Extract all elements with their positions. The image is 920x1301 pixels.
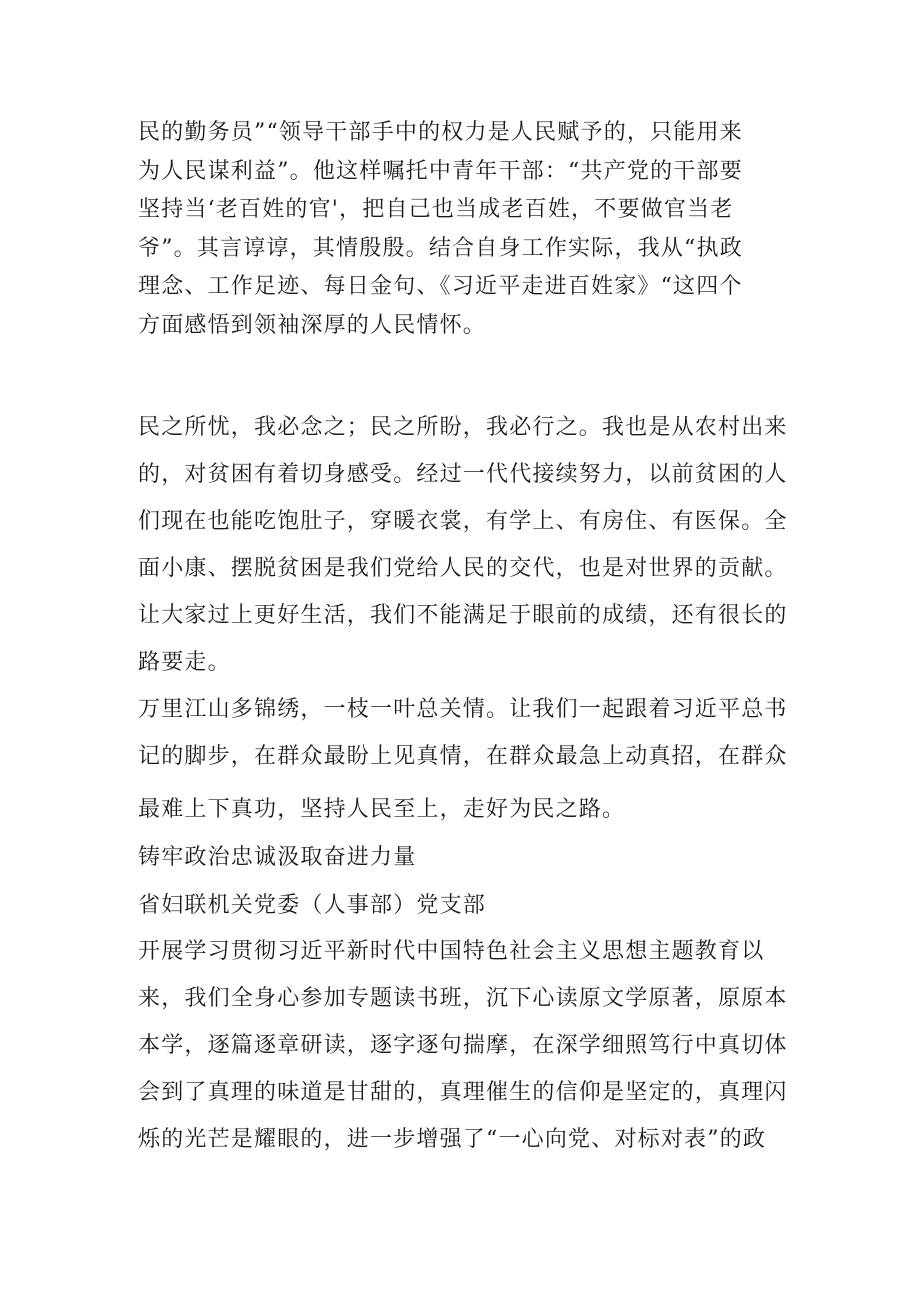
text-line: 记的脚步，在群众最盼上见真情，在群众最急上动真招，在群众 bbox=[138, 744, 788, 769]
text-line: 让大家过上更好生活，我们不能满足于眼前的成绩，还有很长的 bbox=[138, 603, 788, 628]
paragraph-study-theme bbox=[138, 928, 798, 1163]
text-line: 理念、工作足迹、每日金句、《习近平走进百姓家》“这四个 bbox=[138, 274, 743, 299]
text-line: 来，我们全身心参加专题读书班，沉下心读原文学原著，原原本 bbox=[138, 986, 788, 1011]
text-line: 会到了真理的味道是甘甜的，真理催生的信仰是坚定的，真理闪 bbox=[138, 1080, 788, 1105]
text-line: 们现在也能吃饱肚子，穿暖衣裳，有学上、有房住、有医保。全 bbox=[138, 509, 788, 534]
text-line: 爷”。其言谆谆，其情殷殷。结合自身工作实际，我从“执政 bbox=[138, 235, 743, 261]
paragraph-poverty-alleviation bbox=[138, 404, 798, 780]
heading-title: 铸牢政治忠诚汲取奋进力量 bbox=[138, 845, 417, 870]
section-heading-author bbox=[138, 882, 798, 929]
text-line: 路要走。 bbox=[138, 650, 231, 675]
text-line: 为人民谋利益”。他这样嘱托中青年干部：“共产党的干部要 bbox=[138, 158, 743, 184]
text-line: 本学，逐篇逐章研读，逐字逐句揣摩，在深学细照笃行中真切体 bbox=[138, 1033, 788, 1058]
text-line: 民的勤务员”“领导干部手中的权力是人民赋予的，只能用来 bbox=[138, 120, 743, 145]
text-line: 万里江山多锦绣，一枝一叶总关情。让我们一起跟着习近平总书 bbox=[138, 697, 788, 722]
section-heading-title bbox=[138, 834, 798, 881]
text-line: 坚持当‘老百姓的官'，把自己也当成老百姓，不要做官当老 bbox=[138, 197, 734, 222]
text-line: 最难上下真功，坚持人民至上，走好为民之路。 bbox=[138, 797, 626, 822]
text-line: 民之所忧，我必念之；民之所盼，我必行之。我也是从农村出来 bbox=[138, 415, 788, 440]
paragraph-closing bbox=[138, 786, 798, 834]
text-line: 的，对贫困有着切身感受。经过一代代接续努力，以前贫困的人 bbox=[138, 462, 788, 487]
text-line: 开展学习贯彻习近平新时代中国特色社会主义思想主题教育以 bbox=[138, 939, 765, 964]
paragraph-people-feelings bbox=[138, 114, 798, 345]
text-line: 方面感悟到领袖深厚的人民情怀。 bbox=[138, 312, 487, 338]
text-line: 烁的光芒是耀眼的，进一步增强了“一心向党、对标对表”的政 bbox=[138, 1127, 767, 1152]
text-line: 面小康、摆脱贫困是我们党给人民的交代，也是对世界的贡献。 bbox=[138, 556, 788, 581]
heading-author: 省妇联机关党委（人事部）党支部 bbox=[138, 893, 487, 918]
